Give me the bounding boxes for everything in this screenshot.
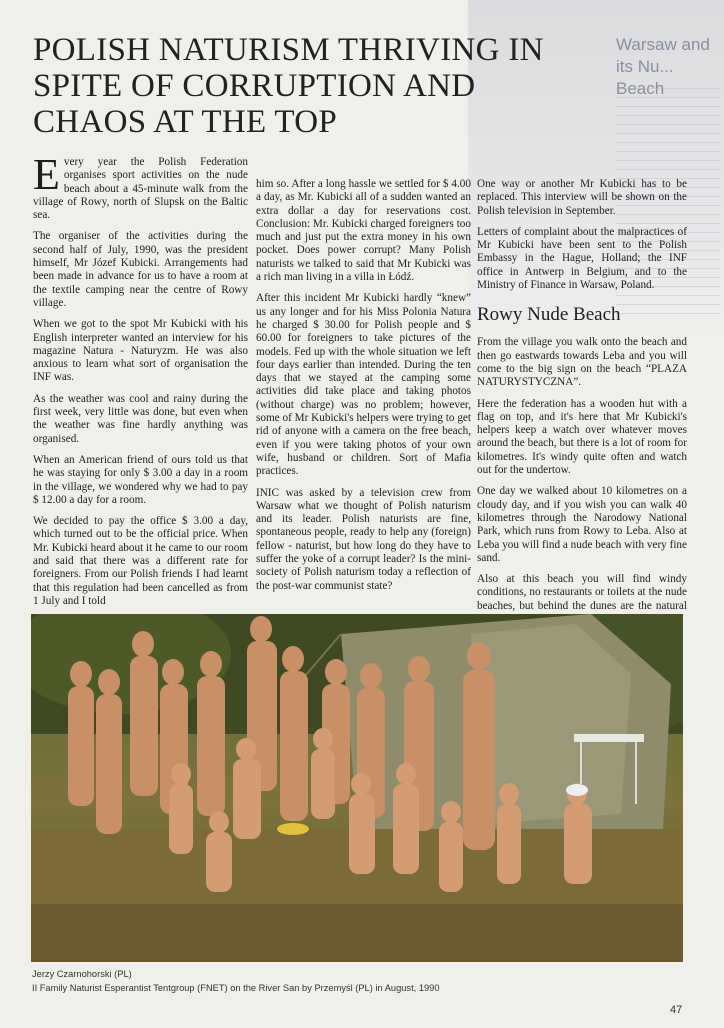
paragraph: We decided to pay the office $ 3.00 a day, which turned out to be the official price. When Mr. Kubicki heard about it he came to our room and said that there was a different rate for foreigners. From our Polish friends I had learnt that this regulation had been cancelled as from 1 July and I told: [33, 515, 248, 607]
paragraph: As the weather was cool and rainy during the first week, very little was done, but even when the weather was fine hardly anything was organised.: [33, 392, 248, 445]
paragraph: One day we walked about 10 kilometres on a cloudy day, and if you wish you can walk 40 kilometres through the Narodowy National Park, which runs from Rowy to Leba. Also at Leba you will find a nude beach with very fine sand.: [477, 485, 687, 564]
photo-caption: II Family Naturist Esperantist Tentgroup (FNET) on the River San by Przemyśl (PL) in August, 1990: [32, 983, 440, 993]
photo-credit: Jerzy Czarnohorski (PL): [32, 969, 132, 979]
facing-page-title: Warsaw and its Nu... Beach: [616, 35, 710, 98]
group-photo-illustration: [31, 614, 683, 962]
paragraph: Also at this beach you will find windy conditions, no restaurants or toilets at the nude beaches, but behind the dunes are the natural: [477, 573, 687, 612]
paragraph: When an American friend of ours told us that he was staying for only $ 3.00 a day in a room in the village, we wondered why we had to pay $ 12.00 a day for a room.: [33, 453, 248, 506]
paragraph: Here the federation has a wooden hut with a flag on top, and it's here that Mr Kubicki's helpers keep a watch over whatever moves around the beach, but there is a lot of room for kilometres. It's windy quite often and watch out for the undertow.: [477, 397, 687, 477]
drop-cap: E: [33, 150, 60, 199]
paragraph: The organiser of the activities during the second half of July, 1990, was the president himself, Mr Józef Kubicki. Arrangements had been made in advance for us to have a room at the textile camping near the centre of Rowy village.: [33, 230, 248, 309]
paragraph: [33, 150, 248, 222]
article-column-3: [477, 178, 687, 634]
section-subheading: Rowy Nude Beach: [477, 304, 621, 326]
paragraph: INIC was asked by a television crew from Warsaw what we thought of Polish naturism and its leader. Polish naturists are fine, spontaneous people, ready to help any (foreign) fellow - naturist, but how long do they have to suffer the yoke of a corrupt leader? Is the mini-society of Polish naturism today a reflection of the post-war communist state?: [256, 486, 471, 592]
group-photo: [31, 614, 683, 962]
article-column-1: [33, 150, 248, 616]
paragraph: One way or another Mr Kubicki has to be replaced. This interview will be shown on the Polish television in September.: [477, 178, 687, 217]
article-column-2: [256, 178, 471, 601]
paragraph-text: very year the Polish Federation organises sport activities on the nude beach about a 45-minute walk from the village of Rowy, north of Slupsk on the Baltic sea.: [33, 156, 248, 222]
paragraph: Letters of complaint about the malpractices of Mr Kubicki have been sent to the Polish Embassy in the Hague, Holland; the INF office in Antwerp in Belgium, and to the Ministry of Finance in Warsaw, Poland.: [477, 225, 687, 292]
page-number: 47: [670, 1004, 683, 1016]
paragraph: From the village you walk onto the beach and then go eastwards towards Leba and you will come to the big sign on the beach “PLAZA NATURYSTYCZNA”.: [477, 336, 687, 389]
paragraph: When we got to the spot Mr Kubicki with his English interpreter wanted an interview for his magazine Natura - Naturyzm. He was also anxious to learn what sort of organisation the INF was.: [33, 318, 248, 384]
paragraph: him so. After a long hassle we settled for $ 4.00 a day, as Mr. Kubicki all of a sudden wanted an extra dollar a day for reservations cost. Conclusion: Mr. Kubicki charged foreigners too much and just put the extra money in his own pocket. Does power corrupt? Many Polish naturists we talked to said that Mr Kubicki was a rich man living in a villa in Łódź.: [256, 178, 471, 284]
article-headline: POLISH NATURISM THRIVING IN SPITE OF CORRUPTION AND CHAOS AT THE TOP: [33, 32, 544, 140]
paragraph: After this incident Mr Kubicki hardly “knew” us any longer and for his Miss Polonia Natura he charged $ 30.00 for Polish people and $ 60.00 for foreigners to take pictures of the models. Fed up with the whole situation we left four days earlier than intended. During the ten days that we stayed at the camping some activities did take place and taking photos (without charge) was no problem; however, some of Mr Kubicki's helpers were trying to get rid of anyone with a camera on the free beach, even if you were taking photos of your own wife, husband or children. Sort of Mafia practices.: [256, 292, 471, 478]
photo-caption-block: [32, 967, 672, 995]
